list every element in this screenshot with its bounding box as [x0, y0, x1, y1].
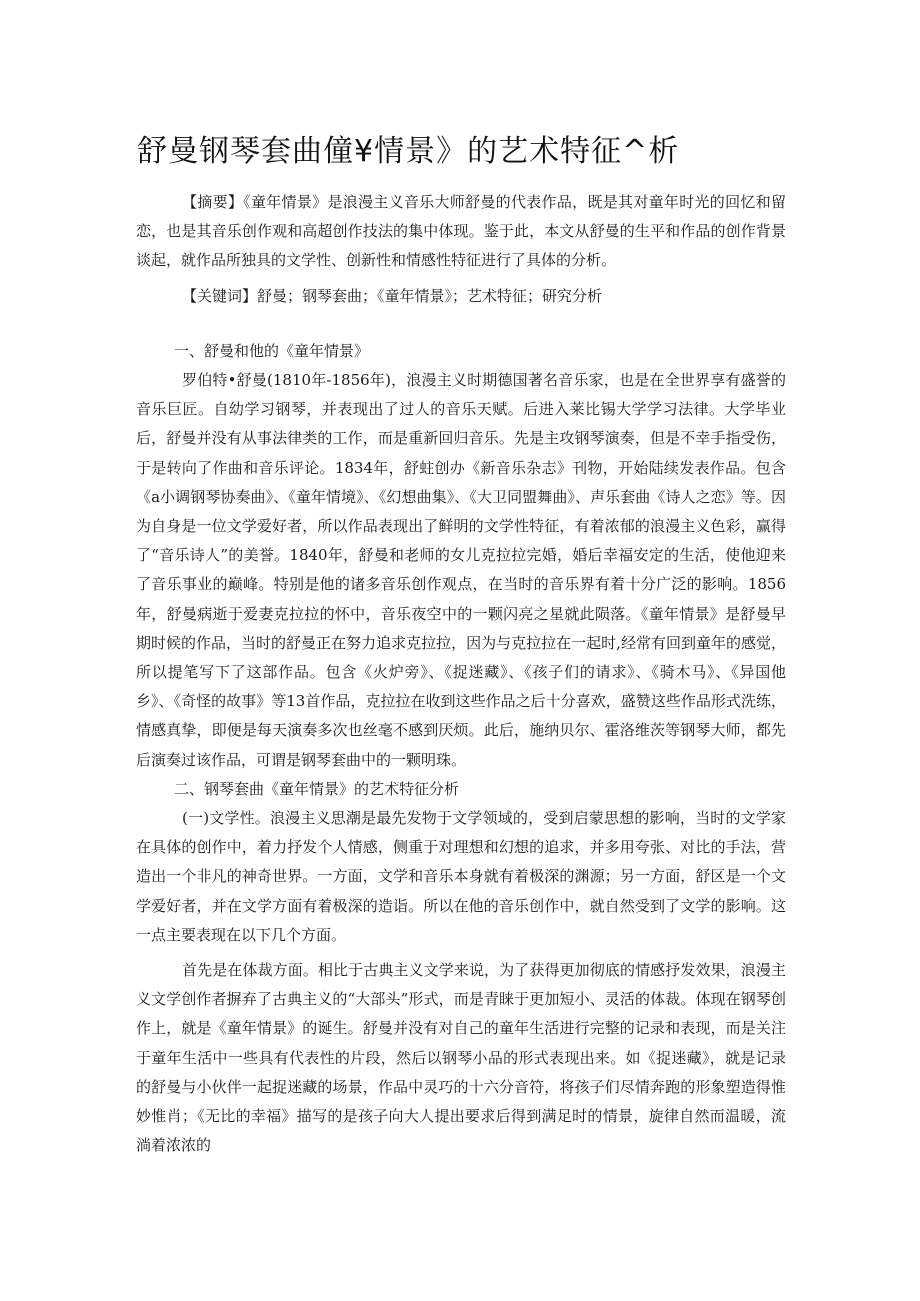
keywords-paragraph: 【关键词】舒曼；钢琴套曲；《童年情景》；艺术特征；研究分析 [182, 286, 603, 305]
document-body [136, 188, 786, 1161]
section-heading-2: 二、钢琴套曲《童年情景》的艺术特征分析 [174, 779, 460, 798]
document-title: 舒曼钢琴套曲僮¥情景》的艺术特征^析 [137, 134, 680, 169]
abstract-paragraph: 【摘要】《童年情景》是浪漫主义音乐大师舒曼的代表作品，既是其对童年时光的回忆和留恋，也是其音乐创作观和高超创作技法的集中体现。鉴于此，本文从舒曼的生平和作品的创作背景谈起，就作品所独具的文学性、创新性和情感性特征进行了具体的分析。 [136, 193, 786, 270]
section1-paragraph: 罗伯特•舒曼(1810年-1856年)，浪漫主义时期德国著名音乐家，也是在全世界享有盛誉的音乐巨匠。自幼学习钢琴，并表现出了过人的音乐天赋。后进入莱比锡大学学习法律。大学毕业后，舒曼并没有从事法律类的工作，而是重新回归音乐。先是主攻钢琴演奏，但是不幸手指受伤，于是转向了作曲和音乐评论。1834年，舒蛀创办《新音乐杂志》刊物，开始陆续发表作品。包含《a小调钢琴协奏曲》、《童年情境》、《幻想曲集》、《大卫同盟舞曲》、声乐套曲《诗人之恋》等。因为自身是一位文学爱好者，所以作品表现出了鲜明的文学性特征，有着浓郁的浪漫主义色彩，赢得了“音乐诗人”的美誉。1840年，舒曼和老师的女儿克拉拉完婚，婚后幸福安定的生活，使他迎来了音乐事业的巅峰。特别是他的诸多音乐创作观点，在当时的音乐界有着十分广泛的影响。1856年，舒曼病逝于爱妻克拉拉的怀中，音乐夜空中的一颗闪亮之星就此陨落。《童年情景》是舒曼早期时候的作品，当时的舒曼正在努力追求克拉拉，因为与克拉拉在一起时,经常有回到童年的感觉，所以提笔写下了这部作品。包含《火炉旁》、《捉迷藏》、《孩子们的请求》、《骑木马》、《异国他乡》、《奇怪的故事》等13首作品，克拉拉在收到这些作品之后十分喜欢，盛赞这些作品形式洗练，情感真挚，即便是每天演奏多次也丝毫不感到厌烦。此后，施纳贝尔、霍洛维茨等钢琴大师，都先后演奏过该作品，可谓是钢琴套曲中的一颗明珠。 [136, 371, 786, 769]
section2-paragraph-2: 首先是在体裁方面。相比于古典主义文学来说，为了获得更加彻底的情感抒发效果，浪漫主义文学创作者摒弃了古典主义的“大部头”形式，而是青睐于更加短小、灵活的体裁。体现在钢琴创作上，就是《童年情景》的诞生。舒曼并没有对自己的童年生活进行完整的记录和表现，而是关注于童年生活中一些具有代表性的片段，然后以钢琴小品的形式表现出来。如《捉迷藏》，就是记录的舒曼与小伙伴一起捉迷藏的场景，作品中灵巧的十六分音符，将孩子们尽情奔跑的形象塑造得惟妙惟肖；《无比的幸福》描写的是孩子向大人提出要求后得到满足时的情景，旋律自然而温暖，流淌着浓浓的 [136, 961, 786, 1155]
section2-paragraph-1: (一)文学性。浪漫主义思潮是最先发物于文学领域的，受到启蒙思想的影响，当时的文学家在具体的创作中，着力抒发个人情感，侧重于对理想和幻想的追求，并多用夸张、对比的手法，营造出一个非凡的神奇世界。一方面，文学和音乐本身就有着极深的渊源；另一方面，舒区是一个文学爱好者，并在文学方面有着极深的造诣。所以在他的音乐创作中，就自然受到了文学的影响。这一点主要表现在以下几个方面。 [136, 809, 786, 944]
section-heading-1: 一、舒曼和他的《童年情景》 [174, 341, 370, 360]
